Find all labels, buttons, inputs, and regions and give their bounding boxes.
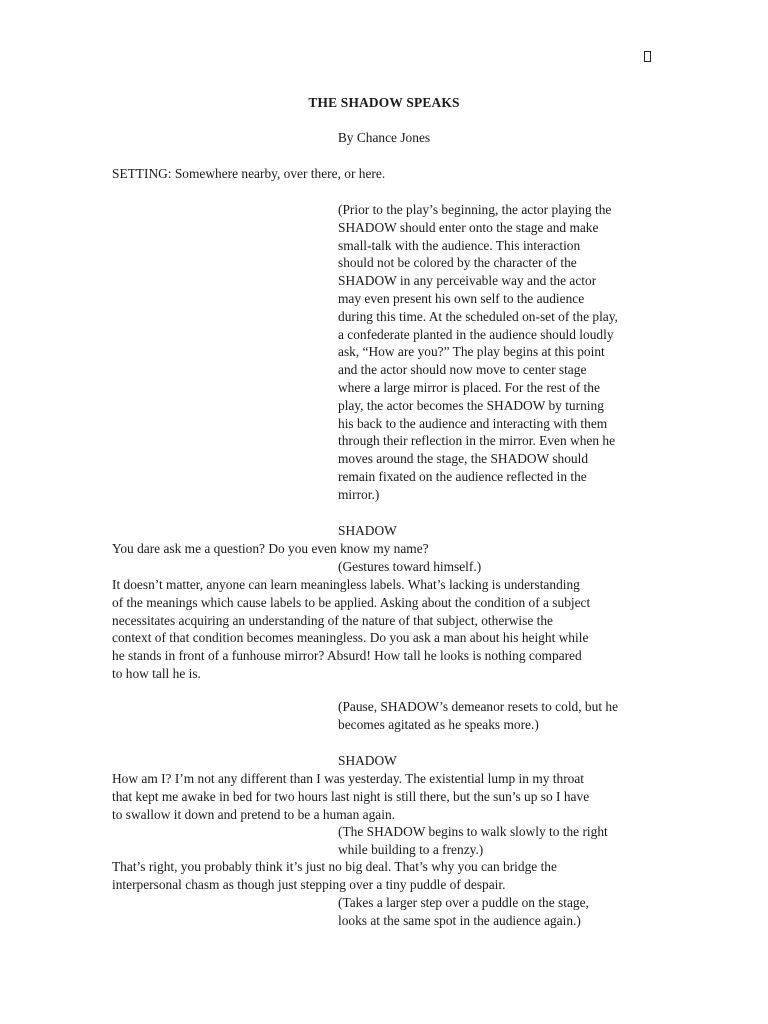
- stage-direction-line: a confederate planted in the audience should loudly: [338, 326, 614, 342]
- stage-direction-opening: [338, 201, 668, 504]
- author-byline: By Chance Jones: [337, 130, 431, 145]
- dialogue-line: necessitates acquiring an understanding of the nature of that subject, otherwise the: [112, 612, 554, 628]
- page-number-glyph-icon: [641, 48, 653, 64]
- dialogue-line: You dare ask me a question? Do you even know my name?: [112, 541, 429, 556]
- dialogue-line: How am I? I’m not any different than I was yesterday. The existential lump in my throat: [112, 771, 585, 786]
- dialogue-line: context of that condition becomes meaningless. Do you ask a man about his height while: [112, 630, 589, 646]
- dialogue-line: he stands in front of a funhouse mirror? Absurd! How tall he looks is nothing compared: [112, 648, 582, 664]
- dialogue-line: to swallow it down and pretend to be a human again.: [112, 806, 395, 822]
- dialogue-line: to how tall he is.: [112, 665, 201, 681]
- dialogue-line: interpersonal chasm as though just stepping over a tiny puddle of despair.: [112, 876, 506, 892]
- stage-direction-line: may even present his own self to the audience: [338, 290, 585, 306]
- dialogue-line-block: [112, 540, 672, 558]
- stage-direction-pause: [338, 698, 668, 734]
- stage-direction-line: small-talk with the audience. This interaction: [338, 237, 581, 253]
- dialogue-paragraph: [112, 576, 672, 683]
- stage-direction-line: (Prior to the play’s beginning, the actor playing the: [338, 202, 612, 217]
- stage-direction-gesture: [338, 558, 668, 576]
- setting-line: SETTING: Somewhere nearby, over there, or here.: [112, 166, 386, 181]
- character-name: SHADOW: [338, 523, 397, 538]
- stage-direction-line: ask, “How are you?” The play begins at this point: [338, 344, 605, 360]
- dialogue-line: It doesn’t matter, anyone can learn meaningless labels. What’s lacking is understanding: [112, 577, 580, 592]
- stage-direction-line: during this time. At the scheduled on-set of the play,: [338, 308, 618, 324]
- stage-direction-line: his back to the audience and interacting with them: [338, 415, 608, 431]
- stage-direction-line: SHADOW should enter onto the stage and make: [338, 219, 599, 235]
- stage-direction-line: remain fixated on the audience reflected in the: [338, 468, 587, 484]
- stage-direction-step: [338, 894, 668, 930]
- dialogue-line: that kept me awake in bed for two hours last night is still there, but the sun’s up so I have: [112, 788, 590, 804]
- stage-direction-line: (The SHADOW begins to walk slowly to the right: [338, 824, 608, 839]
- stage-direction-line: while building to a frenzy.): [338, 841, 484, 857]
- stage-direction-line: moves around the stage, the SHADOW should: [338, 451, 589, 467]
- stage-direction-line: (Gestures toward himself.): [338, 559, 482, 574]
- stage-direction-line: (Takes a larger step over a puddle on the stage,: [338, 895, 589, 910]
- missing-glyph-box-icon: [644, 51, 651, 62]
- dialogue-line: of the meanings which cause labels to be applied. Asking about the condition of a subject: [112, 594, 591, 610]
- stage-direction-line: becomes agitated as he speaks more.): [338, 716, 539, 732]
- dialogue-paragraph: [112, 770, 672, 823]
- play-title: THE SHADOW SPEAKS: [308, 95, 460, 110]
- stage-direction-line: mirror.): [338, 486, 380, 502]
- stage-direction-line: should not be colored by the character of the: [338, 255, 577, 271]
- stage-direction-line: where a large mirror is placed. For the rest of the: [338, 379, 600, 395]
- character-name: SHADOW: [338, 753, 397, 768]
- stage-direction-line: play, the actor becomes the SHADOW by turning: [338, 397, 604, 413]
- dialogue-line: That’s right, you probably think it’s just no big deal. That’s why you can bridge the: [112, 859, 557, 874]
- stage-direction-line: looks at the same spot in the audience again.): [338, 912, 581, 928]
- stage-direction-walk: [338, 823, 668, 859]
- stage-direction-line: through their reflection in the mirror. Even when he: [338, 433, 616, 449]
- stage-direction-line: and the actor should now move to center stage: [338, 362, 587, 378]
- stage-direction-line: SHADOW in any perceivable way and the actor: [338, 273, 597, 289]
- stage-direction-line: (Pause, SHADOW’s demeanor resets to cold, but he: [338, 699, 619, 714]
- dialogue-paragraph: [112, 858, 672, 894]
